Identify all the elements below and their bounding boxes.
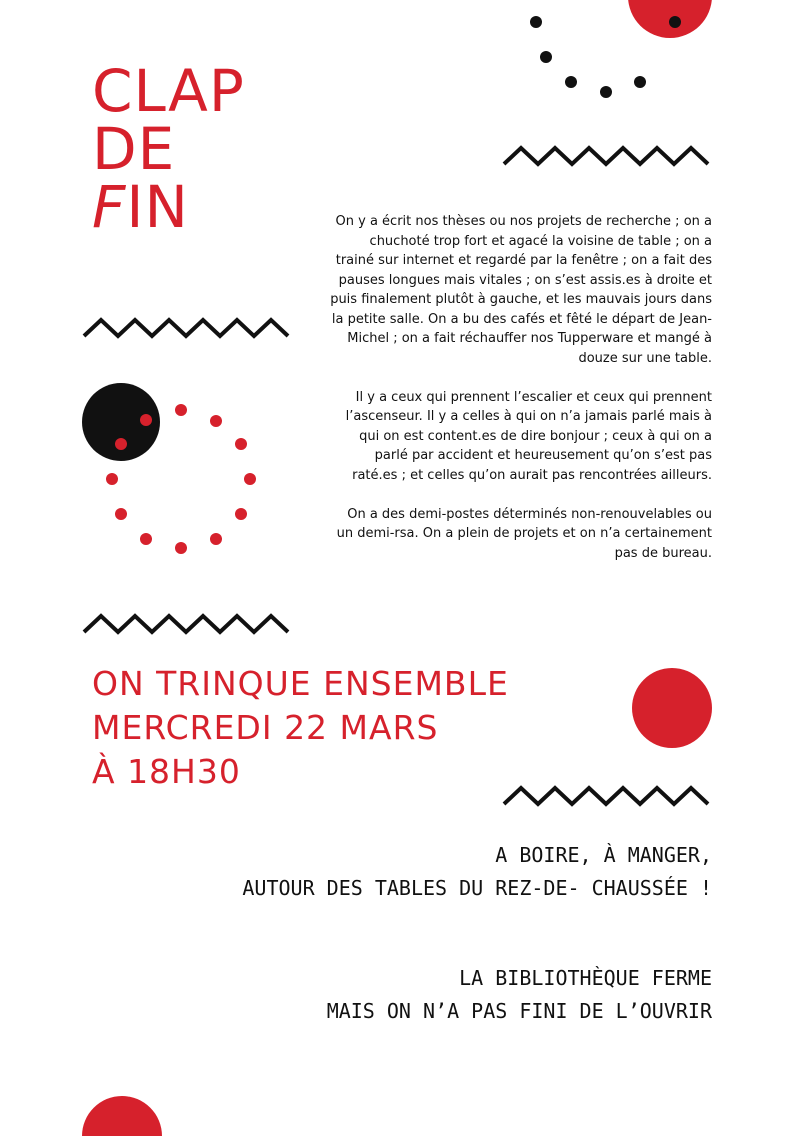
red-dot (235, 438, 247, 450)
title-letter-f: F (92, 173, 127, 241)
title-line-1: CLAP (92, 57, 245, 125)
red-dot (244, 473, 256, 485)
red-dot (115, 508, 127, 520)
event-date: MERCREDI 22 MARS (92, 708, 439, 747)
title-line-3 (92, 173, 245, 241)
red-circle-right (630, 666, 714, 750)
poster-title (92, 57, 245, 241)
black-dot (634, 76, 646, 88)
food-line-1: A BOIRE, À MANGER, (495, 843, 712, 867)
red-dot (140, 414, 152, 426)
red-dot (175, 404, 187, 416)
event-line-1: ON TRINQUE ENSEMBLE (92, 664, 509, 703)
red-circle-bottom-left (80, 1096, 164, 1136)
zigzag-divider-middle-left (82, 612, 290, 636)
black-dot (540, 51, 552, 63)
zigzag-divider-top-right (502, 144, 710, 168)
event-announcement (92, 662, 509, 794)
title-line-3-rest: IN (126, 173, 189, 241)
red-dot (115, 438, 127, 450)
event-time: À 18H30 (92, 752, 241, 791)
black-dot (669, 16, 681, 28)
red-dot (175, 542, 187, 554)
library-info (327, 962, 712, 1028)
zigzag-divider-under-title (82, 316, 290, 340)
library-line-1: LA BIBLIOTHÈQUE FERME (459, 966, 712, 990)
paragraph-1: On y a écrit nos thèses ou nos projets de recherche ; on a chuchoté trop fort et agacé la voisine de table ; on a trainé sur internet et regardé par la fenêtre ; on a fait des pauses longues mais vitales ; on s’est assis.es à droite et puis finalement plutôt à gauche, et les mauvais jours dans la petite salle. On a bu des cafés et fêté le départ de Jean-Michel ; on a fait réchauffer nos Tupperware et mangé à douze sur une table. (330, 214, 712, 366)
red-dot (140, 533, 152, 545)
black-dot (600, 86, 612, 98)
left-dots-decoration (80, 380, 270, 570)
body-text (328, 212, 712, 583)
red-dot (235, 508, 247, 520)
library-line-2: MAIS ON N’A PAS FINI DE L’OUVRIR (326, 999, 712, 1023)
food-line-2: AUTOUR DES TABLES DU REZ-DE- CHAUSSÉE ! (242, 876, 712, 900)
red-dot (210, 415, 222, 427)
title-line-2: DE (92, 115, 176, 183)
black-dot (565, 76, 577, 88)
red-dot (106, 473, 118, 485)
paragraph-2: Il y a ceux qui prennent l’escalier et ceux qui prennent l’ascenseur. Il y a celles à qui on n’a jamais parlé mais à qui on est content.es de dire bonjour ; ceux à qui on a parlé par accident et heureusement qu’on s’est pas raté.es ; et celles qu’on aurait pas rencontrées ailleurs. (345, 389, 712, 483)
black-dot (530, 16, 542, 28)
paragraph-3: On a des demi-postes déterminés non-renouvelables ou un demi-rsa. On a plein de projets et on n’a certainement pas de bureau. (336, 506, 712, 561)
red-dot (210, 533, 222, 545)
food-info (242, 839, 712, 905)
top-right-dots-decoration (520, 0, 804, 110)
zigzag-divider-lower-right (502, 784, 710, 808)
